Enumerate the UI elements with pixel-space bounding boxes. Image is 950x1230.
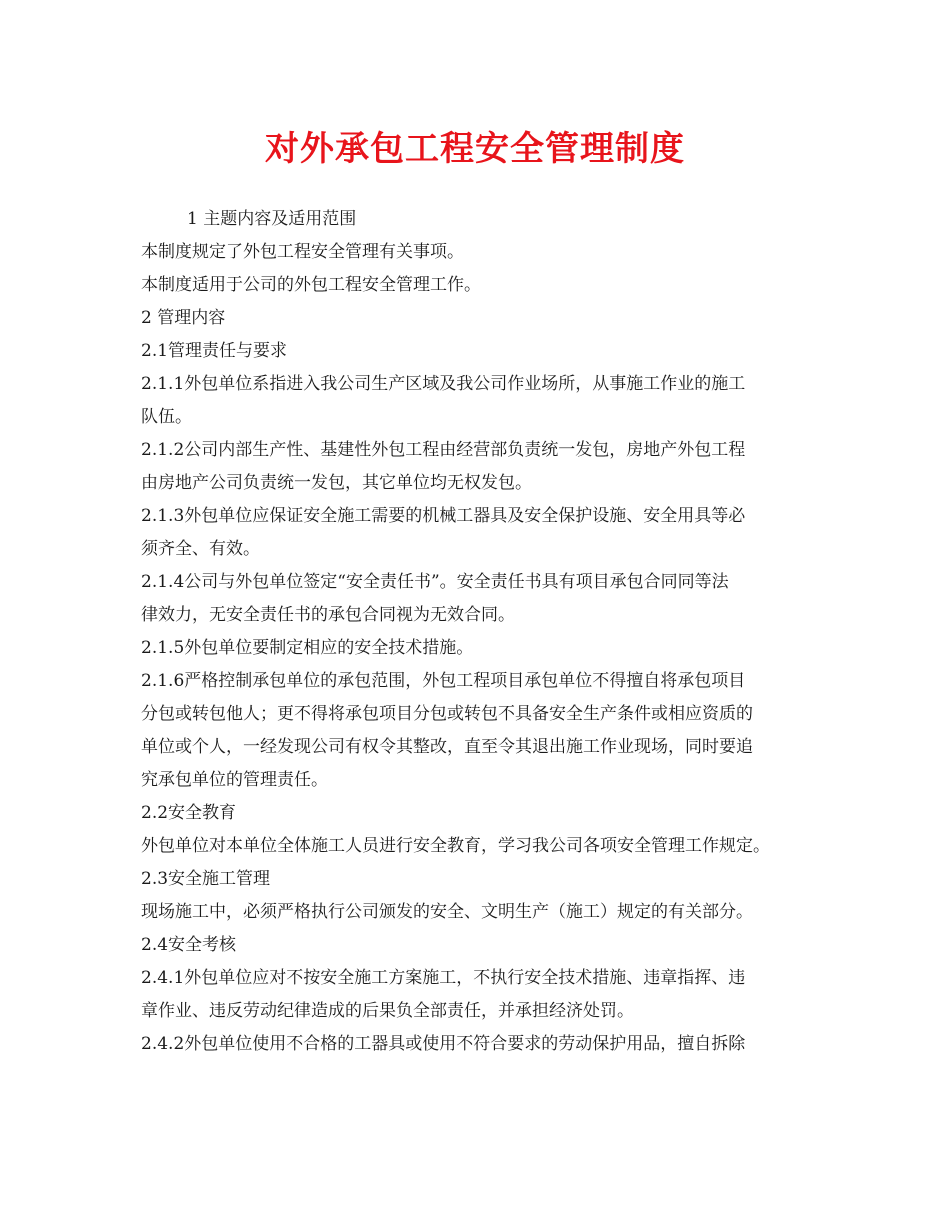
paragraph-line: 2.4.2外包单位使用不合格的工器具或使用不符合要求的劳动保护用品，擅自拆除: [141, 1034, 746, 1054]
paragraph-line: 本制度规定了外包工程安全管理有关事项。: [141, 242, 464, 262]
paragraph-line: 现场施工中，必须严格执行公司颁发的安全、文明生产（施工）规定的有关部分。: [141, 902, 753, 922]
paragraph-line: 2.1.2公司内部生产性、基建性外包工程由经营部负责统一发包，房地产外包工程: [141, 440, 746, 460]
document-body: [141, 203, 841, 1061]
subsection-heading: 2.1管理责任与要求: [141, 341, 288, 361]
subsection-heading: 2.2安全教育: [141, 803, 237, 823]
paragraph-line: 章作业、违反劳动纪律造成的后果负全部责任，并承担经济处罚。: [141, 1001, 634, 1021]
paragraph-line: 2.1.4公司与外包单位签定“安全责任书”。安全责任书具有项目承包合同同等法: [141, 572, 729, 592]
document-title: 对外承包工程安全管理制度: [265, 129, 685, 169]
paragraph-line: 2.1.1外包单位系指进入我公司生产区域及我公司作业场所，从事施工作业的施工: [141, 374, 746, 394]
paragraph-line: 本制度适用于公司的外包工程安全管理工作。: [141, 275, 481, 295]
paragraph-line: 队伍。: [141, 407, 192, 427]
paragraph-line: 2.1.6严格控制承包单位的承包范围，外包工程项目承包单位不得擅自将承包项目: [141, 671, 746, 691]
paragraph-line: 单位或个人，一经发现公司有权令其整改，直至令其退出施工作业现场，同时要追: [141, 737, 753, 757]
subsection-heading: 2.4安全考核: [141, 935, 237, 955]
section-heading: 1 主题内容及适用范围: [187, 209, 357, 229]
paragraph-line: 究承包单位的管理责任。: [141, 770, 328, 790]
paragraph-line: 2.4.1外包单位应对不按安全施工方案施工，不执行安全技术措施、违章指挥、违: [141, 968, 746, 988]
section-heading: 2 管理内容: [141, 308, 226, 328]
subsection-heading: 2.3安全施工管理: [141, 869, 271, 889]
paragraph-line: 2.1.5外包单位要制定相应的安全技术措施。: [141, 638, 474, 658]
paragraph-line: 2.1.3外包单位应保证安全施工需要的机械工器具及安全保护设施、安全用具等必: [141, 506, 746, 526]
paragraph-line: 分包或转包他人；更不得将承包项目分包或转包不具备安全生产条件或相应资质的: [141, 704, 753, 724]
paragraph-line: 由房地产公司负责统一发包，其它单位均无权发包。: [141, 473, 532, 493]
paragraph-line: 律效力，无安全责任书的承包合同视为无效合同。: [141, 605, 515, 625]
paragraph-line: 须齐全、有效。: [141, 539, 260, 559]
paragraph-line: 外包单位对本单位全体施工人员进行安全教育，学习我公司各项安全管理工作规定。: [141, 836, 770, 856]
